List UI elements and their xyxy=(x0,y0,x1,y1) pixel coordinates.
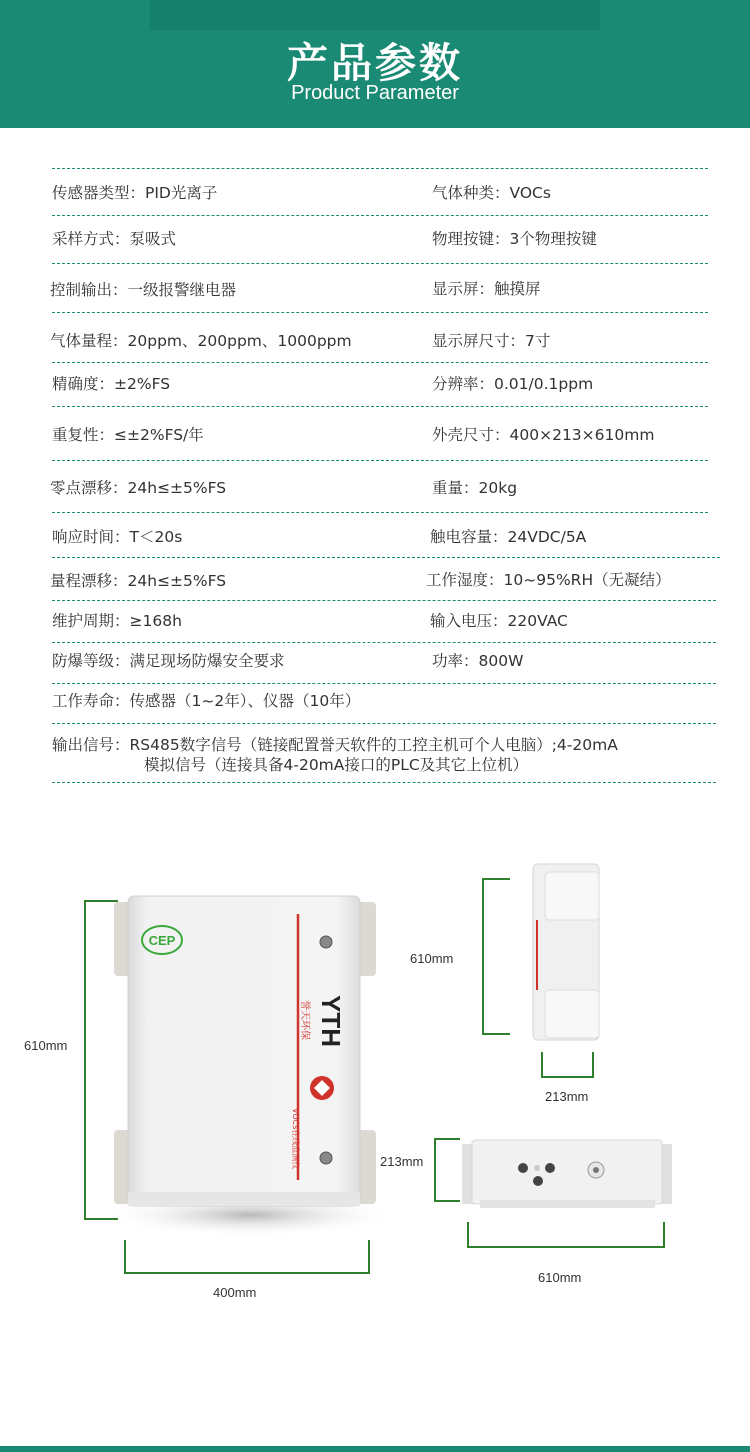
header-banner xyxy=(0,0,750,128)
divider xyxy=(52,406,708,407)
side-height-label: 610mm xyxy=(410,951,454,966)
spec-display: 显示屏：触摸屏 xyxy=(432,280,541,298)
spec-display-size: 显示屏尺寸：7寸 xyxy=(432,332,551,350)
front-width-bracket xyxy=(124,1240,370,1274)
bottom-depth-bracket xyxy=(434,1138,460,1202)
divider xyxy=(52,215,708,216)
page-title: 产品参数 xyxy=(287,39,463,87)
spec-repeatability: 重复性：≤±2%FS/年 xyxy=(52,426,204,444)
spec-weight: 重量：20kg xyxy=(432,479,518,497)
spec-control-output: 控制输出：一级报警继电器 xyxy=(50,281,237,299)
device-front-illustration xyxy=(90,880,450,1240)
brand-cn: 誉天环保 xyxy=(299,1000,310,1040)
spec-response-time: 响应时间：T＜20s xyxy=(52,528,183,546)
front-height-label: 610mm xyxy=(24,1038,68,1053)
front-width-label: 400mm xyxy=(213,1285,257,1300)
side-depth-bracket xyxy=(541,1052,594,1078)
model-text: VOCs在线监测仪 xyxy=(291,1108,300,1170)
spec-sensor-type: 传感器类型：PID光离子 xyxy=(52,184,218,202)
spec-sampling: 采样方式：泵吸式 xyxy=(52,230,177,248)
cep-logo-text: CEP xyxy=(148,933,176,948)
spec-zero-drift: 零点漂移：24h≤±5%FS xyxy=(50,479,227,497)
spec-lifetime: 工作寿命：传感器（1~2年）、仪器（10年） xyxy=(52,692,361,710)
divider xyxy=(52,557,720,558)
spec-gas-type: 气体种类：VOCs xyxy=(432,184,551,202)
device-bottom-illustration xyxy=(458,1136,678,1210)
divider xyxy=(52,642,716,643)
spec-span-drift: 量程漂移：24h≤±5%FS xyxy=(50,572,227,590)
side-height-bracket xyxy=(482,878,510,1035)
divider xyxy=(52,168,708,169)
divider xyxy=(52,723,716,724)
spec-output-signal-cont: 模拟信号（连接具备4-20mA接口的PLC及其它上位机） xyxy=(144,756,529,774)
spec-output-signal: 输出信号：RS485数字信号（链接配置誉天软件的工控主机可个人电脑）;4-20mA xyxy=(52,736,618,754)
spec-buttons: 物理按键：3个物理按键 xyxy=(432,230,597,248)
page-subtitle: Product Parameter xyxy=(291,82,459,104)
device-side-illustration xyxy=(525,860,615,1050)
spec-maintenance: 维护周期：≥168h xyxy=(52,612,182,630)
divider xyxy=(52,683,716,684)
divider xyxy=(52,782,716,783)
divider xyxy=(52,312,708,313)
spec-housing-size: 外壳尺寸：400×213×610mm xyxy=(432,426,655,444)
spec-humidity: 工作湿度：10~95%RH（无凝结） xyxy=(426,571,671,589)
footer-bar xyxy=(0,1446,750,1452)
spec-power: 功率：800W xyxy=(432,652,524,670)
front-height-bracket xyxy=(84,900,118,1220)
side-depth-label: 213mm xyxy=(545,1089,589,1104)
divider xyxy=(52,460,708,461)
divider xyxy=(52,512,708,513)
bottom-width-bracket xyxy=(467,1222,665,1248)
spec-explosion-proof: 防爆等级：满足现场防爆安全要求 xyxy=(52,652,285,670)
divider xyxy=(52,600,716,601)
bottom-width-label: 610mm xyxy=(538,1270,582,1285)
spec-range: 气体量程：20ppm、200ppm、1000ppm xyxy=(50,332,352,350)
spec-contact-capacity: 触电容量：24VDC/5A xyxy=(430,528,587,546)
spec-input-voltage: 输入电压：220VAC xyxy=(430,612,568,630)
bottom-depth-label: 213mm xyxy=(380,1154,424,1169)
spec-accuracy: 精确度：±2%FS xyxy=(52,375,171,393)
header-stripe xyxy=(150,0,600,30)
divider xyxy=(52,362,708,363)
brand-logo: YTH xyxy=(316,995,346,1047)
spec-resolution: 分辨率：0.01/0.1ppm xyxy=(432,375,594,393)
divider xyxy=(52,263,708,264)
